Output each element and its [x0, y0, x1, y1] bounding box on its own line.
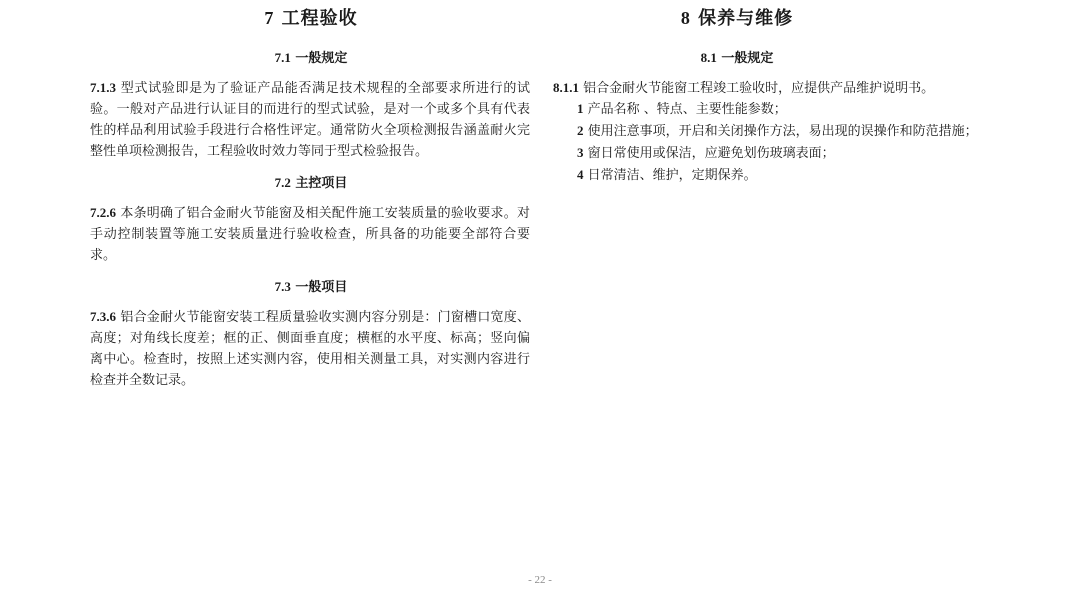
- clause-7-1-3: [90, 77, 530, 162]
- chapter-title-text: 保养与维修: [698, 8, 794, 29]
- clause-number: 7.1.3: [90, 80, 116, 95]
- clause-8-1-1: [553, 77, 934, 99]
- list-item: 4 日常清洁、维护，定期保养。: [577, 167, 757, 183]
- section-7-1-title: [90, 47, 532, 66]
- chapter-number: 7: [264, 8, 275, 28]
- section-number: 8.1: [700, 50, 717, 65]
- section-title-text: 主控项目: [295, 176, 348, 191]
- clause-text: 铝合金耐火节能窗工程竣工验收时，应提供产品维护说明书。: [583, 81, 935, 96]
- clause-number: 7.3.6: [90, 309, 116, 324]
- chapter-number: 8: [680, 8, 691, 28]
- clause-7-2-6: [90, 202, 530, 266]
- chapter-7-title: [90, 4, 532, 30]
- section-number: 7.1: [274, 50, 291, 65]
- clause-number: 8.1.1: [553, 80, 579, 95]
- clause-text: 铝合金耐火节能窗安装工程质量验收实测内容分别是：门窗槽口宽度、高度；对角线长度差；框的正、侧面垂直度；横框的水平度、标高；竖向偏离中心。检查时，按照上述实测内容，使用相关测量工具，对实测内容进行检查并全数记录。: [90, 310, 530, 388]
- clause-text: 型式试验即是为了验证产品能否满足技术规程的全部要求所进行的试验。一般对产品进行认证目的而进行的型式试验，是对一个或多个具有代表性的样品利用试验手段进行合格性评定。通常防火全项检测报告涵盖耐火完整性单项检测报告，工程验收时效力等同于型式检验报告。: [90, 81, 530, 159]
- section-title-text: 一般规定: [295, 51, 348, 66]
- section-7-2-title: [90, 172, 532, 191]
- clause-number: 7.2.6: [90, 205, 116, 220]
- list-item: 3 窗日常使用或保洁，应避免划伤玻璃表面；: [577, 145, 835, 161]
- section-number: 7.3: [274, 279, 291, 294]
- list-item: 1 产品名称 、特点、主要性能参数；: [577, 101, 787, 117]
- section-7-3-title: [90, 276, 532, 295]
- chapter-title-text: 工程验收: [281, 8, 358, 29]
- chapter-8-title: [553, 4, 921, 30]
- section-number: 7.2: [274, 175, 291, 190]
- section-title-text: 一般项目: [295, 280, 348, 295]
- page-number: - 22 -: [528, 574, 552, 586]
- clause-text: 本条明确了铝合金耐火节能窗及相关配件施工安装质量的验收要求。对手动控制装置等施工安装质量进行验收检查，所具备的功能要全部符合要求。: [90, 206, 530, 263]
- section-title-text: 一般规定: [721, 51, 774, 66]
- section-8-1-title: [553, 47, 921, 66]
- clause-7-3-6: [90, 306, 530, 391]
- maintenance-items-list: [577, 98, 978, 186]
- list-item: 2 使用注意事项，开启和关闭操作方法，易出现的误操作和防范措施；: [577, 123, 978, 139]
